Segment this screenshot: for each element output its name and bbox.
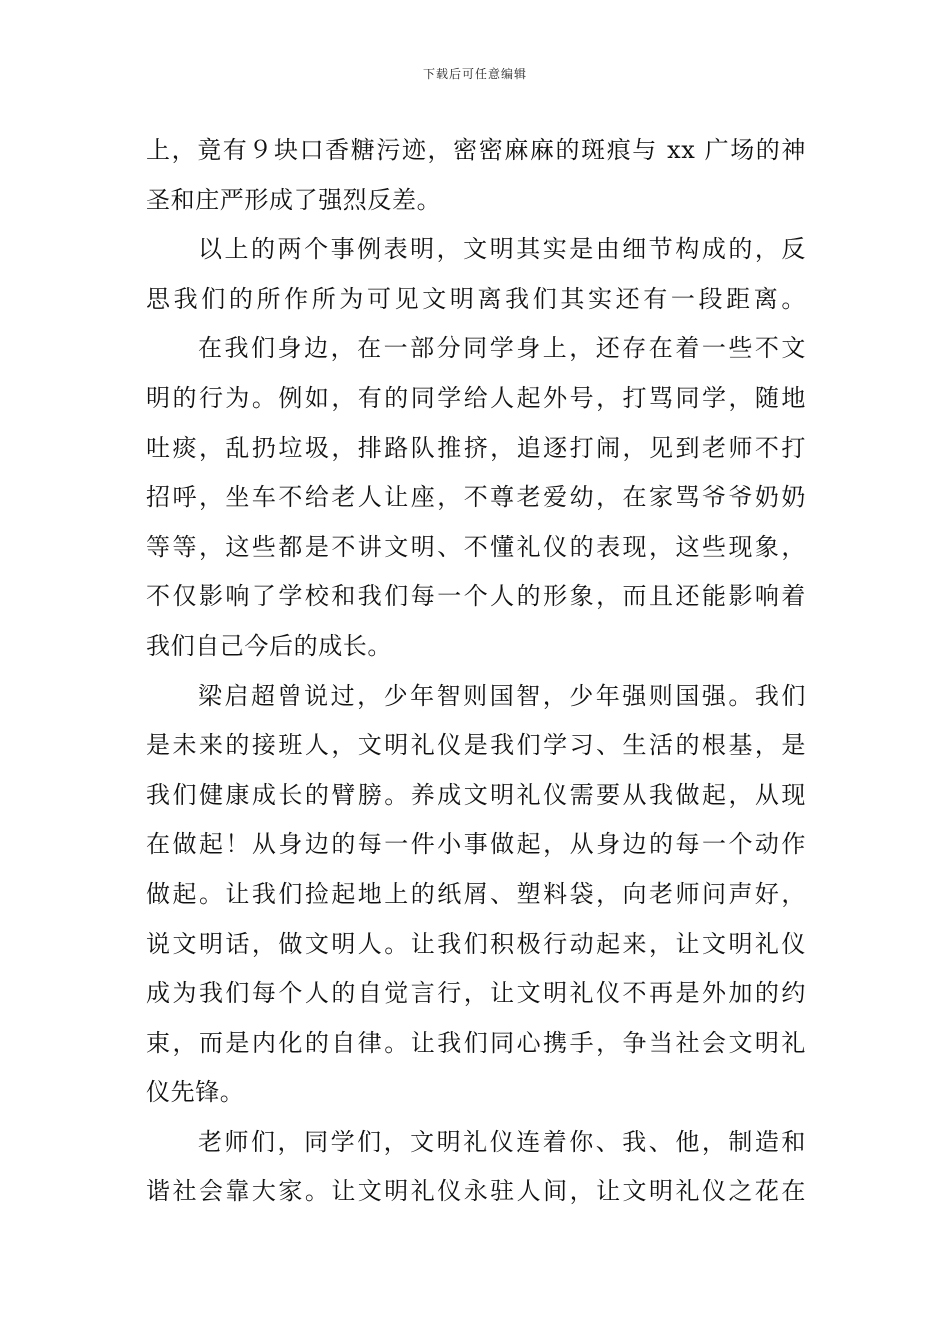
text-line: 做起。让我们捡起地上的纸屑、塑料袋，向老师问声好， (146, 879, 806, 908)
text-line: 我们健康成长的臂膀。养成文明礼仪需要从我做起，从现 (146, 780, 806, 809)
text-line: 梁启超曾说过，少年智则国智，少年强则国强。我们 (198, 681, 806, 710)
text-line: 思我们的所作所为可见文明离我们其实还有一段距离。 (146, 284, 806, 313)
text-line: 仪先锋。 (146, 1078, 245, 1107)
text-line: 谐社会靠大家。让文明礼仪永驻人间，让文明礼仪之花在 (146, 1177, 806, 1206)
body-text (146, 126, 806, 1217)
text-line: 明的行为。例如，有的同学给人起外号，打骂同学，随地 (146, 383, 806, 412)
text-line: 上，竟有９块口香糖污迹，密密麻麻的斑痕与 xx 广场的神 (146, 136, 806, 164)
text-line: 等等，这些都是不讲文明、不懂礼仪的表现，这些现象， (146, 532, 806, 561)
page-header: 下载后可任意编辑 (422, 67, 527, 81)
text-line: 不仅影响了学校和我们每一个人的形象，而且还能影响着 (146, 582, 806, 611)
text-line: 老师们，同学们，文明礼仪连着你、我、他，制造和 (198, 1127, 806, 1156)
text-line: 在做起！从身边的每一件小事做起，从身边的每一个动作 (146, 830, 806, 859)
text-line: 我们自己今后的成长。 (146, 631, 392, 660)
text-line: 招呼，坐车不给老人让座，不尊老爱幼，在家骂爷爷奶奶 (146, 483, 806, 512)
text-line: 说文明话，做文明人。让我们积极行动起来，让文明礼仪 (146, 929, 806, 958)
text-line: 在我们身边，在一部分同学身上，还存在着一些不文 (198, 334, 806, 363)
text-line: 吐痰，乱扔垃圾，排路队推挤，追逐打闹，见到老师不打 (146, 433, 806, 462)
text-line: 是未来的接班人，文明礼仪是我们学习、生活的根基，是 (146, 731, 806, 760)
text-line: 成为我们每个人的自觉言行，让文明礼仪不再是外加的约 (146, 979, 806, 1008)
text-line: 圣和庄严形成了强烈反差。 (146, 185, 442, 214)
text-line: 以上的两个事例表明，文明其实是由细节构成的，反 (198, 235, 806, 264)
text-line: 束，而是内化的自律。让我们同心携手，争当社会文明礼 (146, 1028, 806, 1057)
